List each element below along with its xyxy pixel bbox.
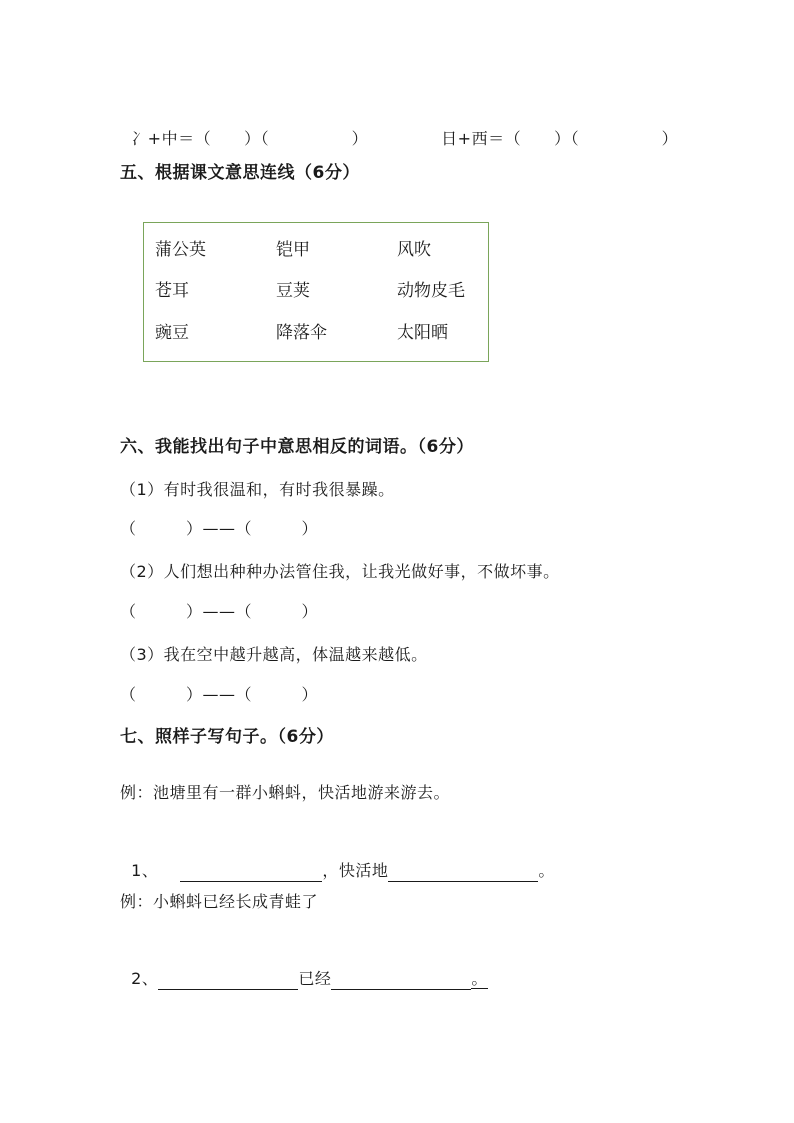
matching-box: [143, 222, 489, 362]
question-sentence: （2）人们想出种种办法管住我，让我光做好事，不做坏事。: [120, 562, 560, 581]
question-end: 。: [471, 969, 488, 988]
composition-line: [120, 106, 368, 150]
left-answer-blanks[interactable]: （ ）（ ）: [194, 129, 369, 148]
match-item[interactable]: 苍耳: [155, 281, 189, 301]
section7-heading: 七、照样子写句子。（6分）: [120, 727, 334, 747]
answer-blanks[interactable]: （ ）——（ ）: [120, 519, 319, 538]
question-number: 2、: [131, 969, 159, 988]
answer-line[interactable]: [331, 971, 471, 990]
rewrite-question-1: [120, 838, 555, 882]
answer-line[interactable]: [158, 971, 298, 990]
match-item[interactable]: 降落伞: [276, 323, 327, 343]
question-connector: ，快活地: [322, 861, 389, 880]
section5-heading: 五、根据课文意思连线（6分）: [120, 163, 360, 183]
match-item[interactable]: 豌豆: [155, 323, 189, 343]
right-answer-blanks[interactable]: （ ）（ ）: [504, 129, 679, 148]
match-item[interactable]: 铠甲: [276, 240, 310, 260]
question-sentence: （3）我在空中越升越高，体温越来越低。: [120, 645, 428, 664]
answer-line[interactable]: [388, 863, 538, 882]
answer-blanks[interactable]: （ ）——（ ）: [120, 685, 319, 704]
composition-line-right: [430, 106, 678, 150]
question-number: 1、: [131, 861, 159, 880]
right-expression: 日+西＝: [441, 129, 505, 148]
section6-heading: 六、我能找出句子中意思相反的词语。（6分）: [120, 437, 474, 457]
match-item[interactable]: 风吹: [397, 240, 431, 260]
rewrite-question-2: [120, 946, 488, 990]
question-sentence: （1）有时我很温和，有时我很暴躁。: [120, 480, 395, 499]
match-item[interactable]: 豆荚: [276, 281, 310, 301]
example-sentence: 例：池塘里有一群小蝌蚪，快活地游来游去。: [120, 783, 451, 802]
answer-blanks[interactable]: （ ）——（ ）: [120, 602, 319, 621]
answer-line[interactable]: [180, 863, 322, 882]
match-item[interactable]: 蒲公英: [155, 240, 206, 260]
example-sentence: 例：小蝌蚪已经长成青蛙了: [120, 892, 319, 911]
question-end: 。: [538, 861, 555, 880]
match-item[interactable]: 太阳晒: [397, 323, 448, 343]
left-expression: 冫+中＝: [131, 129, 195, 148]
question-connector: 已经: [298, 969, 332, 988]
match-item[interactable]: 动物皮毛: [397, 281, 465, 301]
